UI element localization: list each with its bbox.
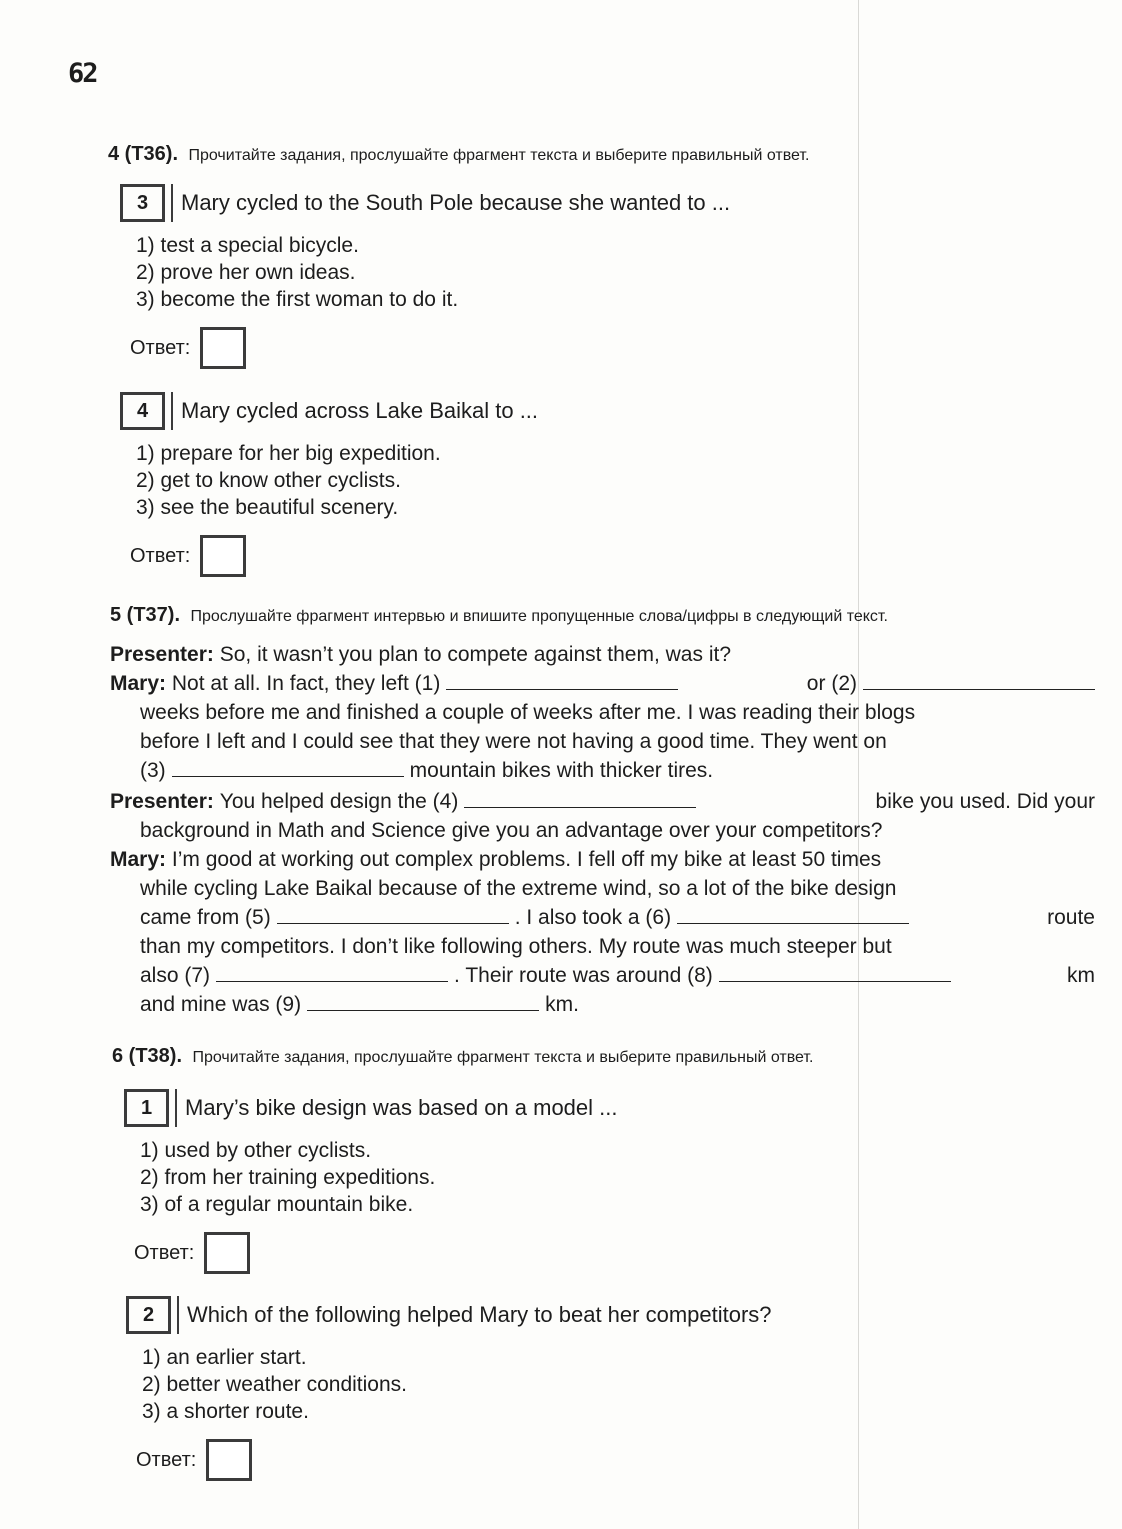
question-text: Which of the following helped Mary to beat her competitors? <box>187 1302 772 1327</box>
speaker-presenter: Presenter: <box>110 790 214 813</box>
question-number-badge: 4 <box>120 392 165 430</box>
answer-row <box>130 327 730 369</box>
question-number-badge: 2 <box>126 1296 171 1334</box>
question-number-badge: 3 <box>120 184 165 222</box>
blank-7[interactable] <box>216 963 448 982</box>
dialog-line: while cycling Lake Baikal because of the extreme wind, so a lot of the bike design <box>140 877 897 900</box>
dialog-line: before I left and I could see that they were not having a good time. They went on <box>140 730 887 753</box>
question-text: Mary cycled to the South Pole because she wanted to ... <box>181 190 731 215</box>
dialog-line: Presenter: So, it wasn’t you plan to compete against them, was it? <box>110 640 1095 669</box>
option-3: 3) see the beautiful scenery. <box>136 496 399 519</box>
blank-4[interactable] <box>464 789 696 808</box>
dialog-line: also (7) . Their route was around (8) km <box>140 964 1095 987</box>
task6-instruction: Прочитайте задания, прослушайте фрагмент текста и выберите правильный ответ. <box>192 1049 814 1066</box>
task5-number: 5 (T37). <box>110 604 181 626</box>
option-1: 1) an earlier start. <box>142 1346 307 1369</box>
question-2 <box>126 1296 772 1481</box>
answer-label: Ответ: <box>134 1241 195 1264</box>
task6-number: 6 (T38). <box>112 1045 183 1067</box>
question-4 <box>120 392 538 577</box>
answer-label: Ответ: <box>136 1448 197 1471</box>
dialog-line: (3) mountain bikes with thicker tires. <box>140 759 714 782</box>
speaker-mary: Mary: <box>110 848 167 871</box>
question-text: Mary’s bike design was based on a model ... <box>185 1095 618 1120</box>
task6-header <box>112 1045 813 1068</box>
answer-box[interactable] <box>206 1439 252 1481</box>
blank-5[interactable] <box>277 905 509 924</box>
blank-6[interactable] <box>677 905 909 924</box>
answer-label: Ответ: <box>130 544 191 567</box>
blank-9[interactable] <box>307 992 539 1011</box>
option-2: 2) better weather conditions. <box>142 1373 407 1396</box>
answer-row <box>130 535 538 577</box>
task4-number: 4 (T36). <box>108 143 179 165</box>
answer-box[interactable] <box>204 1232 250 1274</box>
answer-label: Ответ: <box>130 336 191 359</box>
option-3: 3) of a regular mountain bike. <box>140 1193 414 1216</box>
dialog-line: Mary: I’m good at working out complex problems. I fell off my bike at least 50 times <box>110 848 882 871</box>
answer-box[interactable] <box>200 535 246 577</box>
option-2: 2) get to know other cyclists. <box>136 469 401 492</box>
speaker-presenter: Presenter: <box>110 643 214 666</box>
dialog-line: Mary: Not at all. In fact, they left (1) or (2) <box>110 669 1095 698</box>
question-text: Mary cycled across Lake Baikal to ... <box>181 398 539 423</box>
blank-1[interactable] <box>446 671 678 690</box>
answer-row <box>134 1232 618 1274</box>
option-2: 2) prove her own ideas. <box>136 261 356 284</box>
page-number: 62 <box>68 58 97 89</box>
task4-instruction: Прочитайте задания, прослушайте фрагмент текста и выберите правильный ответ. <box>188 147 810 164</box>
dialog-line: than my competitors. I don’t like following others. My route was much steeper but <box>140 935 892 958</box>
blank-3[interactable] <box>172 758 404 777</box>
task5-instruction: Прослушайте фрагмент интервью и впишите пропущенные слова/цифры в следующий текст. <box>190 608 888 625</box>
answer-row <box>136 1439 772 1481</box>
task5-header <box>110 604 888 627</box>
option-1: 1) test a special bicycle. <box>136 234 359 257</box>
dialog-line: background in Math and Science give you an advantage over your competitors? <box>140 819 883 842</box>
option-1: 1) prepare for her big expedition. <box>136 442 441 465</box>
question-number-badge: 1 <box>124 1089 169 1127</box>
interview-text <box>110 640 1095 1019</box>
dialog-line: weeks before me and finished a couple of weeks after me. I was reading their blogs <box>140 701 916 724</box>
dialog-line: and mine was (9) km. <box>140 993 579 1016</box>
option-1: 1) used by other cyclists. <box>140 1139 372 1162</box>
dialog-line: came from (5) . I also took a (6) route <box>140 906 1095 929</box>
option-3: 3) become the first woman to do it. <box>136 288 459 311</box>
option-3: 3) a shorter route. <box>142 1400 309 1423</box>
blank-2[interactable] <box>863 671 1095 690</box>
question-3 <box>120 184 730 369</box>
speaker-mary: Mary: <box>110 672 167 695</box>
blank-8[interactable] <box>719 963 951 982</box>
dialog-line: Presenter: You helped design the (4) bike you used. Did your <box>110 790 1095 813</box>
answer-box[interactable] <box>200 327 246 369</box>
option-2: 2) from her training expeditions. <box>140 1166 436 1189</box>
task4-header <box>108 143 809 166</box>
question-1 <box>124 1089 618 1274</box>
